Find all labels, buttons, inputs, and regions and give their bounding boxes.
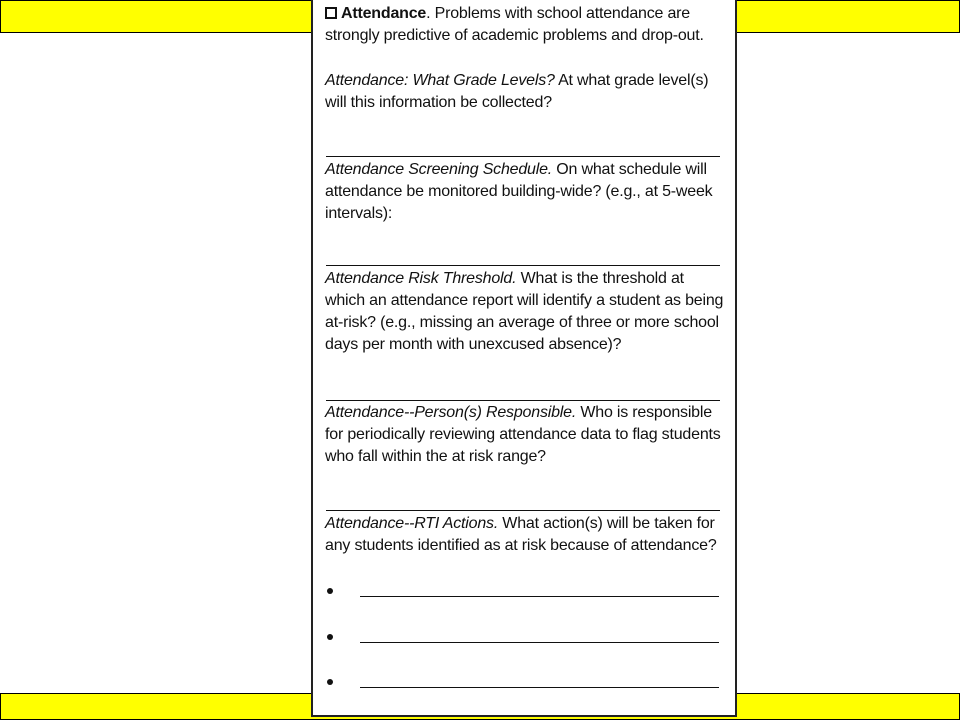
risk-threshold-question <box>325 268 727 356</box>
question-label: Attendance--RTI Actions. <box>325 515 499 532</box>
heading-text: . Problems with school attendance are strongly predictive of academic problems and drop-out. <box>325 5 704 44</box>
action-bullet-row[interactable] <box>325 672 727 694</box>
question-label: Attendance Screening Schedule. <box>325 161 553 178</box>
action-answer-line[interactable] <box>360 642 719 643</box>
question-text: On what schedule will attendance be monitored building-wide? (e.g., at 5-week intervals): <box>325 161 713 222</box>
action-answer-line[interactable] <box>360 687 719 688</box>
heading-title: Attendance <box>341 5 427 22</box>
question-label: Attendance--Person(s) Responsible. <box>325 404 577 421</box>
bullet-icon <box>327 679 333 685</box>
action-bullet-row[interactable] <box>325 627 727 649</box>
question-text: At what grade level(s) will this information be collected? <box>325 72 709 111</box>
risk-threshold-answer-line[interactable] <box>325 400 727 401</box>
grade-levels-answer-line[interactable] <box>325 156 727 157</box>
bullet-icon <box>327 634 333 640</box>
question-label: Attendance Risk Threshold. <box>325 270 517 287</box>
rti-actions-question <box>325 513 727 557</box>
screening-schedule-answer-line[interactable] <box>325 265 727 266</box>
question-text: What action(s) will be taken for any students identified as at risk because of attendance? <box>325 515 717 554</box>
person-responsible-answer-line[interactable] <box>325 510 727 511</box>
question-label: Attendance: What Grade Levels? <box>325 72 555 89</box>
action-answer-line[interactable] <box>360 596 719 597</box>
attendance-form-page <box>311 0 737 717</box>
question-text: Who is responsible for periodically reviewing attendance data to flag students who fall within the at risk range? <box>325 404 721 465</box>
bullet-icon <box>327 588 333 594</box>
action-bullet-row[interactable] <box>325 581 727 603</box>
question-text: What is the threshold at which an attendance report will identify a student as being at-risk? (e.g., missing an average of three or more school days per month with unexcused absence)? <box>325 270 724 353</box>
screening-schedule-question <box>325 159 727 225</box>
checkbox-icon[interactable] <box>325 7 337 19</box>
grade-levels-question <box>325 70 727 114</box>
person-responsible-question <box>325 402 727 468</box>
attendance-heading <box>325 3 727 47</box>
